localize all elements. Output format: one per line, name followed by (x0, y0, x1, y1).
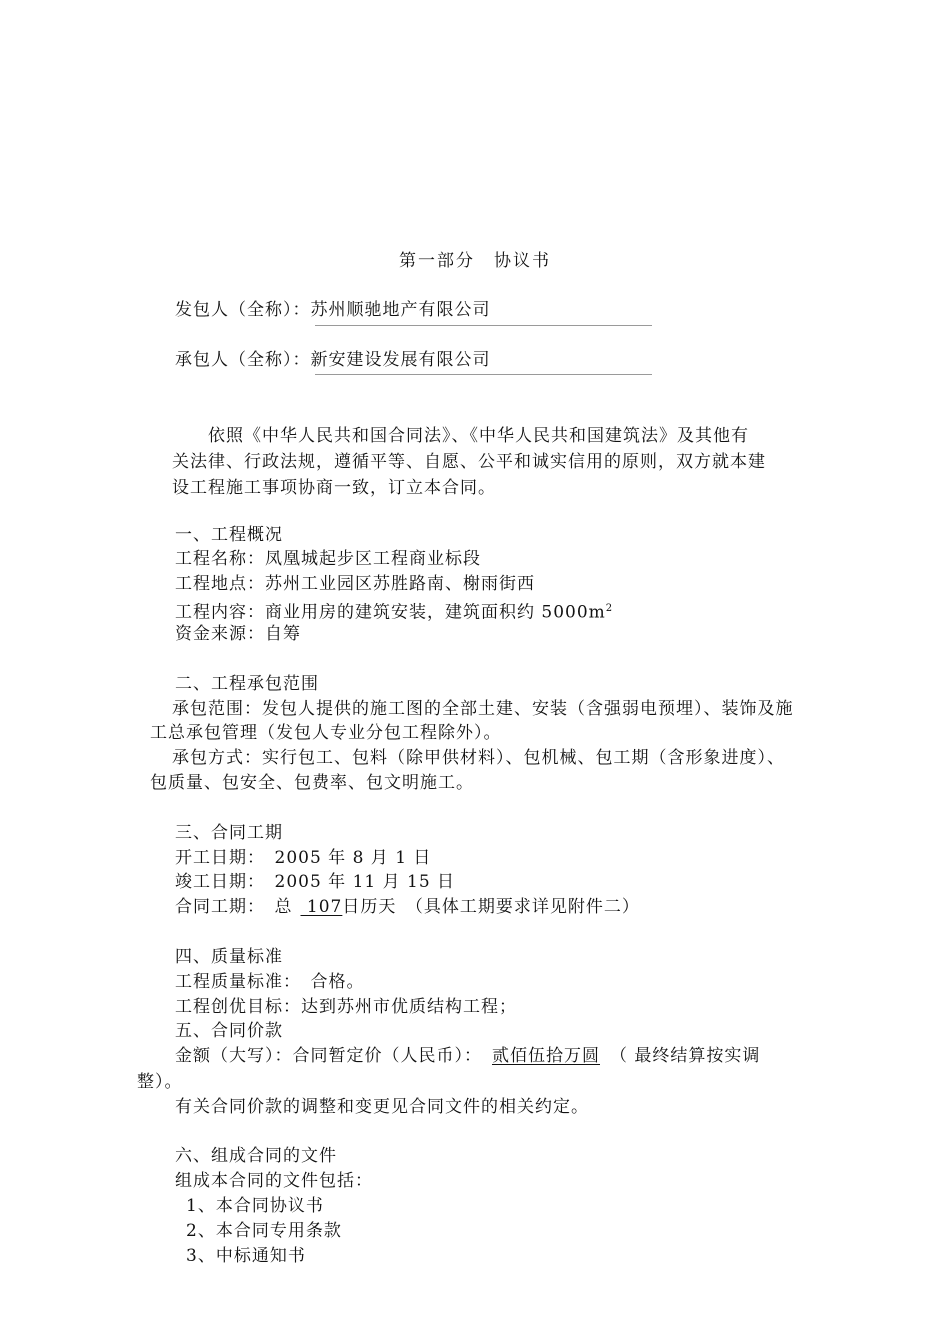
funding-source: 资金来源：自筹 (175, 624, 301, 644)
employer-label: 发包人（全称）： (175, 300, 311, 320)
project-name: 工程名称：凤凰城起步区工程商业标段 (175, 549, 481, 569)
section-4-heading: 四、质量标准 (175, 947, 283, 967)
project-location: 工程地点：苏州工业园区苏胜路南、榭雨街西 (175, 574, 535, 594)
project-content: 工程内容：商业用房的建筑安装，建筑面积约 $5000m^2$ (175, 602, 614, 623)
section-2-heading: 二、工程承包范围 (175, 674, 319, 694)
contract-period: 合同工期： 总 107日历天 （具体工期要求详见附件二） (175, 897, 640, 917)
document-item: 3、中标通知书 (186, 1246, 306, 1266)
contractor-line (175, 349, 491, 371)
employer-value: 苏州顺驰地产有限公司 (310, 300, 491, 320)
contractor-underline (315, 374, 652, 375)
preamble-line: 依照《中华人民共和国合同法》、《中华人民共和国建筑法》及其他有 (208, 426, 749, 446)
price-adjustment: 有关合同价款的调整和变更见合同文件的相关约定。 (175, 1097, 589, 1117)
employer-line (175, 299, 491, 321)
scope-line: 承包范围：发包人提供的施工图的全部土建、安装（含强弱电预埋）、装饰及施 (172, 699, 794, 719)
amount-continuation: 整）。 (137, 1072, 183, 1092)
employer-underline (315, 325, 652, 326)
section-6-heading: 六、组成合同的文件 (175, 1146, 337, 1166)
quality-goal: 工程创优目标：达到苏州市优质结构工程； (175, 997, 517, 1017)
document-item: 1、本合同协议书 (186, 1196, 324, 1216)
preamble-line: 关法律、行政法规，遵循平等、自愿、公平和诚实信用的原则，双方就本建 (172, 452, 766, 472)
contractor-label: 承包人（全称）： (175, 350, 311, 370)
quality-standard: 工程质量标准： 合格。 (175, 972, 365, 992)
amount-value: 贰佰伍拾万圆 (492, 1046, 600, 1066)
contractor-value: 新安建设发展有限公司 (310, 350, 491, 370)
preamble-line: 设工程施工事项协商一致，订立本合同。 (172, 478, 496, 498)
scope-line: 工总承包管理（发包人专业分包工程除外）。 (150, 723, 502, 743)
mode-line: 承包方式：实行包工、包料（除甲供材料）、包机械、包工期（含形象进度）、 (172, 748, 785, 768)
section-3-heading: 三、合同工期 (175, 823, 283, 843)
mode-line: 包质量、包安全、包费率、包文明施工。 (150, 773, 474, 793)
area-superscript: 2 (605, 603, 614, 614)
contract-amount: 金额（大写）：合同暂定价（人民币）： 贰佰伍拾万圆 （ 最终结算按实调 (175, 1046, 761, 1066)
document-item: 2、本合同专用条款 (186, 1221, 342, 1241)
end-date: 竣工日期： 2005 年 11 月 15 日 (175, 872, 456, 892)
page-title: 第一部分 协议书 (399, 251, 551, 271)
section-5-heading: 五、合同价款 (175, 1021, 283, 1041)
section-1-heading: 一、工程概况 (175, 525, 283, 545)
start-date: 开工日期： 2005 年 8 月 1 日 (175, 848, 432, 868)
documents-intro: 组成本合同的文件包括： (175, 1171, 373, 1191)
period-days: 107 (300, 897, 343, 917)
